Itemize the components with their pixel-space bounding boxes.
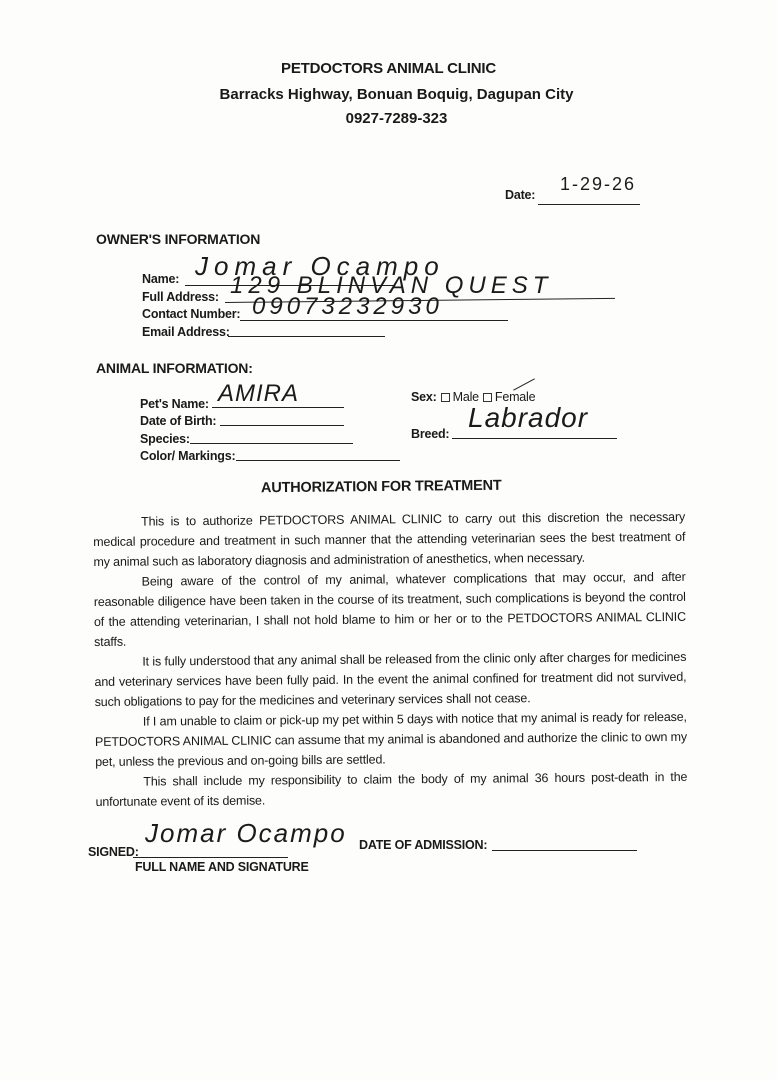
signature-caption: FULL NAME AND SIGNATURE bbox=[135, 860, 309, 874]
signature-field[interactable]: Jomar Ocampo bbox=[145, 818, 347, 848]
owner-email-field[interactable] bbox=[228, 336, 385, 337]
authorization-paragraph: Being aware of the control of my animal, whatever complications that may occur, and after reasonable diligence have been taken in the course of its treatment, such complications is beyond the control of the attending veterinarian, I shall not hold blame to him or her or to the PETDOCTORS ANIMAL CLINIC staffs. bbox=[93, 569, 686, 649]
date-line bbox=[538, 204, 640, 205]
admission-date-label: DATE OF ADMISSION: bbox=[359, 838, 488, 852]
species-field[interactable] bbox=[190, 443, 353, 444]
owner-email-label: Email Address: bbox=[142, 325, 230, 339]
pet-name-field[interactable]: AMIRA bbox=[218, 380, 300, 407]
authorization-paragraph: This shall include my responsibility to claim the body of my animal 36 hours post-death in the unfortunate event of its demise. bbox=[95, 769, 688, 809]
sex-female-checkbox[interactable] bbox=[483, 393, 492, 402]
female-checkmark-icon bbox=[513, 378, 535, 390]
authorization-paragraph: This is to authorize PETDOCTORS ANIMAL CLINIC to carry out this discretion the necessary medical procedure and treatment in such manner that the attending veterinarian sees the best treatment of my animal such as laboratory diagnosis and administration of anesthetics, when necessary. bbox=[93, 509, 686, 569]
sex-male-checkbox[interactable] bbox=[441, 393, 450, 402]
owner-name-field[interactable]: Jomar Ocampo bbox=[195, 251, 445, 281]
signed-label: SIGNED: bbox=[88, 845, 139, 859]
authorization-body bbox=[93, 507, 688, 812]
color-markings-label: Color/ Markings: bbox=[140, 449, 236, 463]
authorization-title: AUTHORIZATION FOR TREATMENT bbox=[260, 477, 502, 497]
species-label: Species: bbox=[140, 432, 190, 446]
owner-section-title: OWNER'S INFORMATION bbox=[96, 231, 261, 247]
clinic-address: Barracks Highway, Bonuan Boquig, Dagupan City bbox=[219, 86, 574, 103]
signature-line bbox=[133, 857, 288, 858]
owner-contact-label: Contact Number: bbox=[142, 307, 241, 321]
sex-male-label: Male bbox=[452, 390, 479, 404]
clinic-phone: 0927-7289-323 bbox=[345, 110, 448, 127]
admission-date-field[interactable] bbox=[492, 850, 637, 851]
owner-address-field[interactable]: 129 BLINVAN QUEST bbox=[230, 272, 553, 299]
authorization-paragraph: It is fully understood that any animal shall be released from the clinic only after charges for medicines and veterinary services have been fully paid. In the event the animal confined for treatment did not survived, such obligations to pay for the medicines and veterinary services shall not cease. bbox=[94, 649, 687, 709]
dob-field[interactable] bbox=[220, 425, 344, 426]
clinic-name: PETDOCTORS ANIMAL CLINIC bbox=[281, 60, 496, 77]
breed-line bbox=[452, 438, 617, 439]
date-field[interactable]: 1-29-26 bbox=[560, 174, 637, 194]
breed-label: Breed: bbox=[411, 427, 450, 441]
dob-label: Date of Birth: bbox=[140, 414, 217, 428]
date-label: Date: bbox=[505, 188, 536, 202]
sex-female-label: Female bbox=[494, 390, 536, 404]
owner-name-label: Name: bbox=[142, 272, 180, 286]
owner-contact-field[interactable]: 09073232930 bbox=[252, 293, 443, 320]
authorization-paragraph: If I am unable to claim or pick-up my pet within 5 days with notice that my animal is ready for release, PETDOCTORS ANIMAL CLINIC can assume that my animal is abandoned and authorize the clinic to own my pet, unless the previous and on-going bills are settled. bbox=[94, 709, 688, 769]
breed-field[interactable]: Labrador bbox=[468, 402, 589, 433]
sex-label: Sex: bbox=[411, 390, 437, 404]
animal-section-title: ANIMAL INFORMATION: bbox=[96, 360, 253, 376]
owner-address-label: Full Address: bbox=[142, 290, 219, 304]
color-markings-field[interactable] bbox=[236, 460, 400, 461]
pet-name-label: Pet's Name: bbox=[140, 397, 209, 411]
